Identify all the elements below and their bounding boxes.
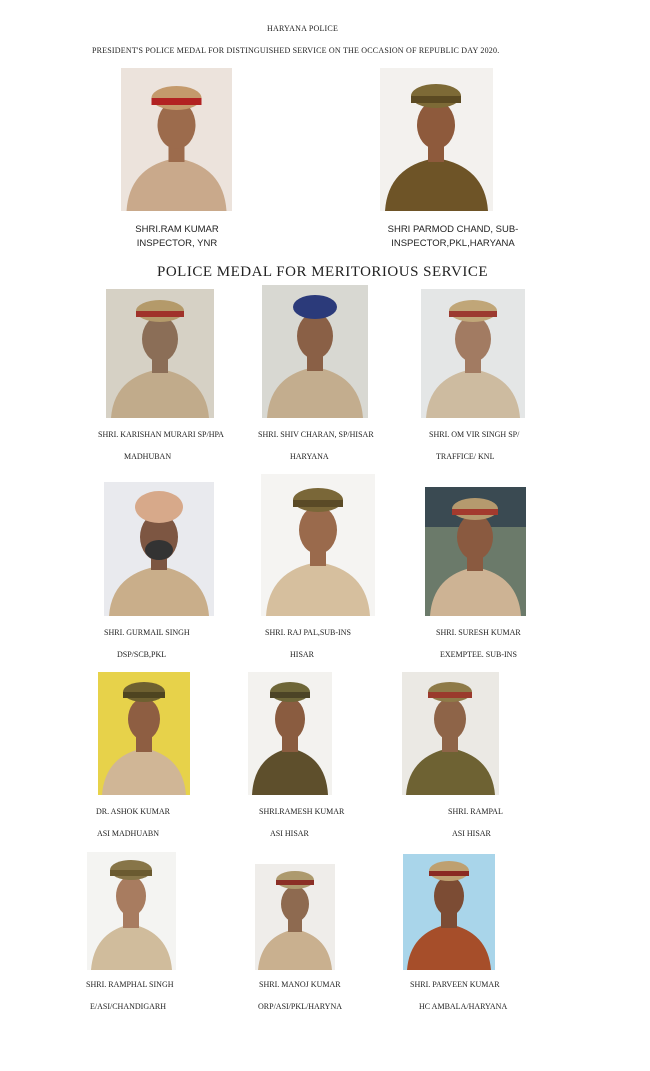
section-title: POLICE MEDAL FOR MERITORIOUS SERVICE bbox=[157, 264, 488, 280]
officer-photo bbox=[255, 864, 335, 970]
officer-designation: DSP/SCB,PKL bbox=[117, 650, 167, 659]
officer-photo bbox=[425, 487, 526, 616]
officer-designation: ORP/ASI/PKL/HARYNA bbox=[258, 1002, 343, 1011]
officer-photo bbox=[104, 482, 214, 616]
officer-designation: HISAR bbox=[290, 650, 315, 659]
page-subtitle: PRESIDENT'S POLICE MEDAL FOR DISTINGUISHED SERVICE ON THE OCCASION OF REPUBLIC DAY 2020. bbox=[92, 46, 500, 55]
officer-name: SHRI PARMOD CHAND, SUB- bbox=[387, 224, 519, 235]
officer-name: DR. ASHOK KUMAR bbox=[96, 807, 171, 816]
officer-name: SHRI. RAMPHAL SINGH bbox=[86, 980, 174, 989]
officer-designation: HC AMBALA/HARYANA bbox=[419, 1002, 508, 1011]
officer-name: SHRI.RAM KUMAR bbox=[135, 224, 219, 235]
page-heading: HARYANA POLICE bbox=[267, 24, 339, 33]
officer-name: SHRI. OM VIR SINGH SP/ bbox=[429, 430, 520, 439]
officer-designation: INSPECTOR, YNR bbox=[136, 238, 218, 249]
officer-designation: ASI MADHUABN bbox=[97, 829, 160, 838]
officer-photo bbox=[403, 854, 495, 970]
officer-photo bbox=[106, 289, 214, 418]
officer-name: SHRI. RAJ PAL,SUB-INS bbox=[265, 628, 351, 637]
officer-photo bbox=[98, 672, 190, 795]
officer-name: SHRI. RAMPAL bbox=[448, 807, 503, 816]
officer-designation: EXEMPTEE. SUB-INS bbox=[440, 650, 517, 659]
officer-name: SHRI. PARVEEN KUMAR bbox=[410, 980, 500, 989]
officer-name: SHRI. GURMAIL SINGH bbox=[104, 628, 190, 637]
officer-designation: MADHUBAN bbox=[124, 452, 172, 461]
officer-photo bbox=[261, 474, 375, 616]
officer-photo bbox=[121, 68, 232, 211]
officer-photo bbox=[421, 289, 525, 418]
officer-photo bbox=[248, 672, 332, 795]
officer-photo bbox=[87, 852, 176, 970]
officer-name: SHRI. KARISHAN MURARI SP/HPA bbox=[98, 430, 224, 439]
officer-designation: ASI HISAR bbox=[270, 829, 309, 838]
officer-caption bbox=[126, 223, 228, 251]
officer-caption bbox=[380, 223, 526, 251]
officer-name: SHRI.RAMESH KUMAR bbox=[259, 807, 345, 816]
officer-designation: TRAFFICE/ KNL bbox=[436, 452, 495, 461]
officer-name: SHRI. SHIV CHARAN, SP/HISAR bbox=[258, 430, 374, 439]
officer-photo bbox=[262, 285, 368, 418]
officer-designation: ASI HISAR bbox=[452, 829, 491, 838]
officer-name: SHRI. MANOJ KUMAR bbox=[259, 980, 341, 989]
officer-name: SHRI. SURESH KUMAR bbox=[436, 628, 521, 637]
officer-designation: HARYANA bbox=[290, 452, 329, 461]
officer-photo bbox=[380, 68, 493, 211]
officer-photo bbox=[402, 672, 499, 795]
officer-designation: INSPECTOR,PKL,HARYANA bbox=[391, 238, 515, 249]
officer-designation: E/ASI/CHANDIGARH bbox=[90, 1002, 166, 1011]
